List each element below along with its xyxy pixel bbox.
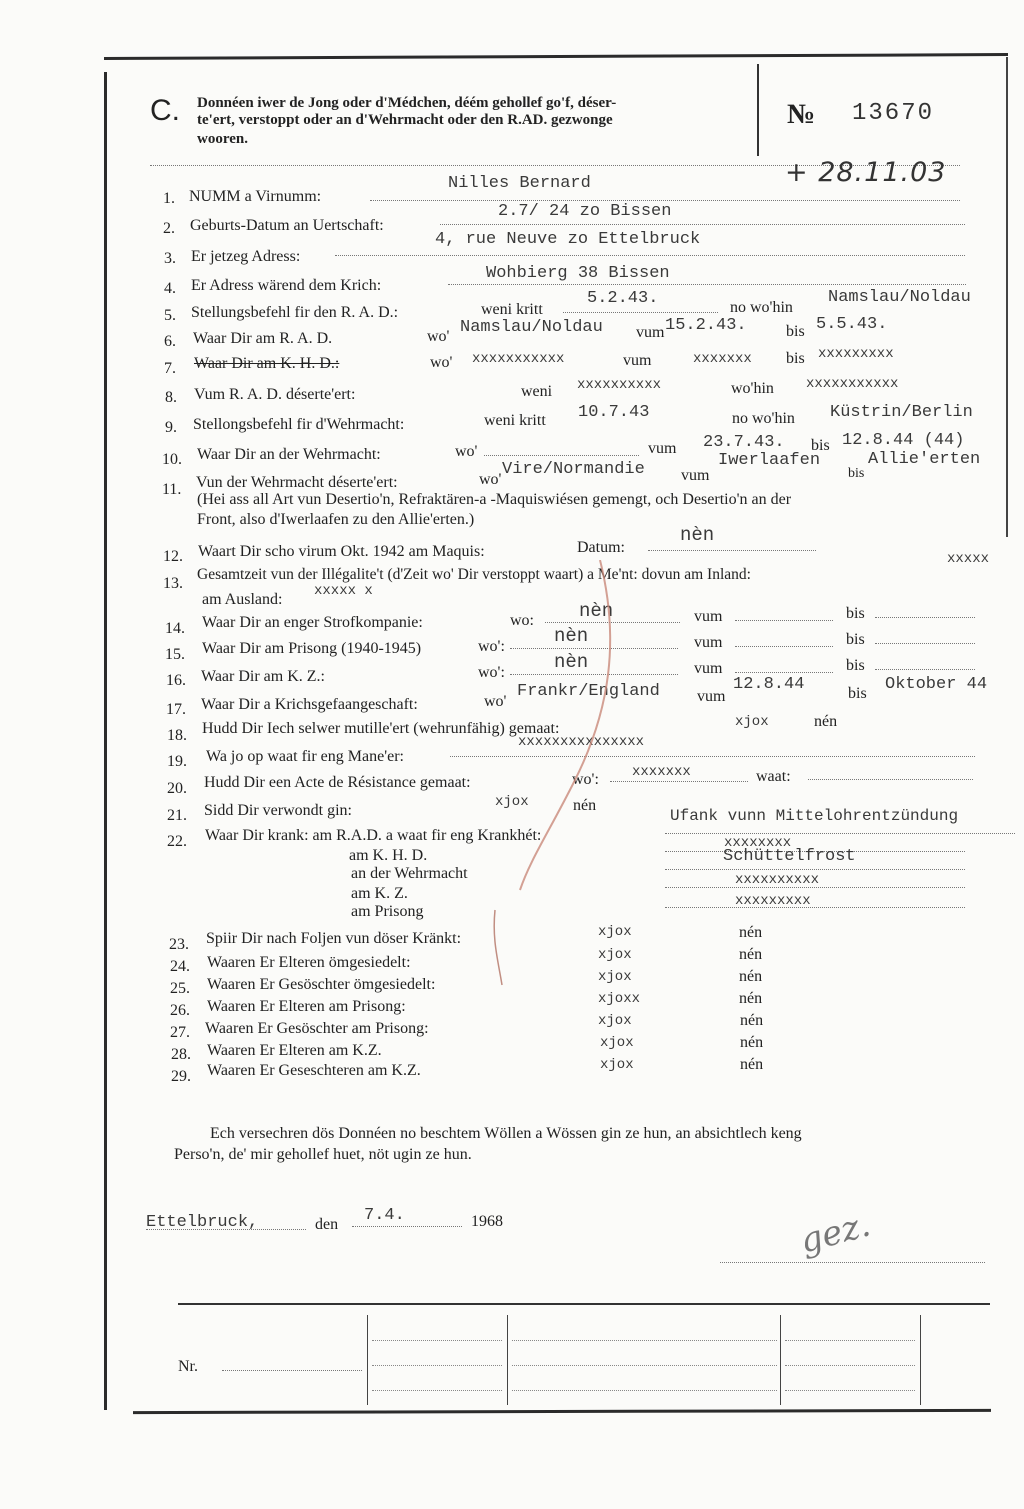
rad-desertion-destination: xxxxxxxxxxx — [806, 376, 899, 392]
resistance-label: Hudd Dir een Acte de Résistance gemaat: — [204, 774, 471, 791]
field-number: 21. — [167, 807, 187, 824]
siblings-kz-label: Waaren Er Geseschteren am K.Z. — [207, 1062, 421, 1079]
illegality-inland: xxxxx — [947, 551, 990, 567]
siblings-resettled-yes: xjox — [598, 969, 632, 985]
field-number: 6. — [164, 333, 176, 350]
illness-kz-line — [665, 887, 965, 888]
illness-kz: xxxxxxxxxx — [735, 872, 820, 888]
field-number: 1. — [163, 190, 175, 207]
vum-label: vum — [648, 440, 677, 457]
field-number: 5. — [164, 307, 176, 324]
form-number: 13670 — [852, 100, 935, 127]
parents-kz-yes: xjox — [600, 1035, 634, 1051]
registry-col-divider — [367, 1315, 368, 1405]
desertion-note-line2: Front, also d'Iwerlaafen zu den Allie'erten.) — [197, 511, 475, 528]
mutilation-yes: xjox — [735, 714, 769, 730]
siblings-kz-yes: xjox — [600, 1057, 634, 1073]
registry-col-divider — [920, 1315, 921, 1405]
wo-label: wo': — [478, 638, 505, 655]
rad-service-place: Namslau/Noldau — [460, 318, 603, 337]
illness-khd-label: am K. H. D. — [349, 847, 428, 864]
kz-label: Waar Dir am K. Z.: — [201, 668, 325, 685]
desertion-to: Allie'erten — [868, 450, 981, 469]
signature: gez. — [796, 1204, 875, 1262]
birth-label: Geburts-Datum an Uertschaft: — [190, 217, 384, 234]
signing-place: Ettelbruck, — [146, 1213, 259, 1232]
signature-line — [720, 1262, 985, 1263]
prison-label: Waar Dir am Prisong (1940-1945) — [202, 640, 422, 657]
siblings-resettled-label: Waaren Er Gesöschter ömgesiedelt: — [207, 976, 436, 993]
header-divider — [757, 64, 759, 156]
wehrmacht-order-label: Stellongsbefehl fir d'Wehrmacht: — [193, 416, 405, 433]
registry-line — [372, 1390, 502, 1391]
declaration-line2: Perso'n, de' mir gehollef huet, nöt ugin ze hun. — [174, 1146, 472, 1163]
illness-rad: Ufank vunn Mittelohrentzündung — [670, 807, 959, 825]
frame-top-border — [104, 53, 1008, 60]
pow-place: Frankr/England — [517, 682, 660, 701]
khd-service-label: Waar Dir am K. H. D.: — [194, 355, 340, 372]
registry-line — [785, 1365, 915, 1366]
registry-box-top — [178, 1303, 990, 1305]
nr-label: Nr. — [178, 1358, 198, 1375]
datum-label: Datum: — [577, 539, 625, 556]
field-number: 16. — [166, 672, 186, 689]
war-address-value: Wohbierg 38 Bissen — [486, 264, 670, 283]
vum-label: vum — [697, 688, 726, 705]
pow-to: Oktober 44 — [885, 675, 988, 694]
illness-prison: xxxxxxxxx — [735, 893, 811, 909]
war-address-line — [448, 284, 966, 285]
wo-label: wo': — [478, 664, 505, 681]
frame-right-border — [1006, 57, 1008, 537]
bis-label: bis — [786, 323, 805, 340]
bis-line — [875, 669, 975, 670]
maquis-date-line — [648, 550, 816, 551]
den-label: den — [315, 1216, 339, 1233]
illness-prison-label: am Prisong — [351, 903, 424, 920]
address-line — [335, 255, 965, 256]
address-label: Er jetzeg Adress: — [191, 248, 301, 265]
registry-line — [372, 1340, 502, 1341]
strafkompanie-value: nèn — [579, 600, 614, 622]
wehrmacht-service-label: Waar Dir an der Wehrmacht: — [197, 446, 381, 463]
frame-bottom-border — [133, 1409, 991, 1414]
field-number: 9. — [165, 419, 177, 436]
field-number: 20. — [167, 780, 187, 797]
wounded-no: nén — [573, 797, 597, 814]
section-letter: C. — [150, 94, 180, 127]
vum-line — [735, 620, 833, 621]
illegality-label: Gesamtzeit vun der Illégalite't (d'Zeit wo' Dir verstoppt waart) a Me'nt: dovun am Inland: — [197, 566, 751, 583]
parents-prison-no: nén — [739, 990, 763, 1007]
vum-label: vum — [681, 467, 710, 484]
wo-label: wo' — [427, 328, 450, 345]
strafkompanie-label: Waar Dir an enger Strofkompanie: — [202, 614, 423, 631]
siblings-prison-yes: xjox — [598, 1013, 632, 1029]
weni-label: weni — [521, 383, 553, 400]
name-label: NUMM a Virnumm: — [189, 188, 322, 205]
rad-service-to: 5.5.43. — [816, 315, 888, 334]
rad-order-date: 5.2.43. — [587, 289, 659, 308]
header-title-line3: wooren. — [197, 131, 248, 147]
war-address-label: Er Adress wärend dem Krich: — [191, 277, 382, 294]
pow-label: Waar Dir a Krichsgefaangeschaft: — [201, 696, 418, 713]
registry-line — [372, 1365, 502, 1366]
field-number: 25. — [170, 980, 190, 997]
wo-label: wo' — [455, 443, 478, 460]
wo-label: wo' — [484, 693, 507, 710]
birth-value: 2.7/ 24 zo Bissen — [498, 202, 672, 221]
desertion-manner: Iwerlaafen — [718, 451, 821, 470]
registry-line — [785, 1390, 915, 1391]
declaration-line1: Ech versechren dös Donnéen no beschtem Wöllen a Wössen gin ze hun, an absichtlech keng — [210, 1125, 802, 1142]
field-number: 2. — [163, 220, 175, 237]
rad-order-date-line — [563, 312, 718, 313]
rad-service-from: 15.2.43. — [665, 316, 747, 335]
field-number: 23. — [169, 936, 189, 953]
khd-to: xxxxxxxxx — [818, 346, 894, 362]
name-line — [370, 200, 960, 201]
handwritten-death-date: + 28.11.03 — [785, 157, 947, 188]
illegality-abroad: xxxxx x — [314, 583, 373, 599]
registry-line — [512, 1340, 777, 1341]
siblings-prison-label: Waaren Er Gesöschter am Prisong: — [205, 1020, 429, 1037]
bis-label: bis — [811, 437, 830, 454]
desertion-note-line1: (Hei ass all Art vun Desertio'n, Refraktären-a -Maquiswiésen gemengt, och Desertio'n an der — [197, 491, 792, 508]
name-value: Nilles Bernard — [448, 174, 591, 193]
registry-line — [785, 1340, 915, 1341]
kz-value: nèn — [554, 651, 589, 673]
field-number: 18. — [167, 727, 187, 744]
header-title-line1: Donnéen iwer de Jong oder d'Médchen, déém gehollef go'f, déser- — [197, 95, 617, 111]
rad-order-destination: Namslau/Noldau — [828, 288, 971, 307]
bis-label: bis — [786, 350, 805, 367]
signing-date: 7.4. — [364, 1206, 405, 1225]
wehrmacht-desertion-label: Vun der Wehrmacht déserte'ert: — [196, 474, 398, 491]
wehrmacht-service-from: 23.7.43. — [703, 433, 785, 452]
bis-label: bis — [846, 657, 865, 674]
field-number: 19. — [167, 753, 187, 770]
aftereffects-label: Spiir Dir nach Foljen vun döser Kränkt: — [206, 930, 462, 947]
illness-khd: xxxxxxxx — [724, 835, 792, 851]
resistance-place: xxxxxxx — [632, 764, 691, 780]
wehrmacht-order-date: 10.7.43 — [578, 403, 650, 422]
vum-label: vum — [694, 608, 723, 625]
wo-label: wo' — [430, 354, 453, 371]
bis-line — [875, 617, 975, 618]
signing-year: 1968 — [471, 1213, 503, 1230]
field-number: 14. — [165, 620, 185, 637]
pow-from: 12.8.44 — [733, 675, 805, 694]
field-number: 15. — [165, 646, 185, 663]
bis-label: bis — [846, 605, 865, 622]
illness-wehrmacht: Schüttelfrost — [723, 847, 856, 866]
parents-kz-no: nén — [740, 1034, 764, 1051]
birth-line — [440, 224, 965, 225]
date-line — [352, 1226, 462, 1227]
wohin-label: no wo'hin — [730, 299, 793, 316]
illness-wehrmacht-label: an der Wehrmacht — [351, 865, 468, 882]
registry-line — [512, 1390, 777, 1391]
siblings-resettled-no: nén — [739, 968, 763, 985]
field-number: 22. — [167, 833, 187, 850]
field-number: 29. — [171, 1068, 191, 1085]
red-pencil-mark — [480, 560, 640, 990]
registry-col-divider — [780, 1315, 781, 1405]
registry-col-divider — [507, 1315, 508, 1405]
parents-resettled-label: Waaren Er Elteren ömgesiedelt: — [207, 954, 411, 971]
prison-value: nèn — [554, 625, 589, 647]
wo-label: wo': — [572, 771, 599, 788]
mutilation-no: nén — [814, 713, 838, 730]
bis-line — [875, 643, 975, 644]
wohin-label: no wo'hin — [732, 410, 795, 427]
desertion-place: Vire/Normandie — [502, 460, 645, 479]
parents-resettled-yes: xjox — [598, 947, 632, 963]
field-number: 13. — [163, 575, 183, 592]
number-sign: № — [787, 99, 816, 130]
maquis-label: Waart Dir scho virum Okt. 1942 am Maquis: — [198, 543, 485, 560]
field-number: 17. — [166, 701, 186, 718]
vum-label: vum — [694, 660, 723, 677]
rad-order-label: Stellungsbefehl fir den R. A. D.: — [191, 304, 399, 321]
registry-line — [512, 1365, 777, 1366]
mutilation-label: Hudd Dir Iech selwer mutille'ert (wehrunfähig) gemaat: — [202, 720, 560, 737]
header-title-line2: te'ert, verstoppt oder an d'Wehrmacht oder den R.AD. gezwonge — [197, 112, 613, 128]
rad-service-label: Waar Dir am R. A. D. — [193, 330, 333, 347]
aftereffects-no: nén — [739, 924, 763, 941]
rad-desertion-date: xxxxxxxxxx — [577, 377, 662, 393]
illness-label: Waar Dir krank: am R.A.D. a waat fir eng Krankhét: — [205, 827, 542, 844]
bis-label: bis — [848, 466, 865, 481]
vum-line — [735, 672, 833, 673]
illness-prison-line — [665, 907, 965, 908]
ausland-label: am Ausland: — [202, 591, 283, 608]
weni-label: weni kritt — [484, 412, 546, 429]
field-number: 7. — [164, 360, 176, 377]
field-number: 11. — [162, 481, 182, 498]
waat-label: waat: — [756, 768, 791, 785]
manner-value: xxxxxxxxxxxxxxx — [518, 734, 645, 750]
parents-resettled-no: nén — [739, 946, 763, 963]
khd-from: xxxxxxx — [693, 351, 752, 367]
bis-label: bis — [846, 631, 865, 648]
field-number: 4. — [164, 280, 176, 297]
aftereffects-yes: xjox — [598, 924, 632, 940]
siblings-prison-no: nén — [740, 1012, 764, 1029]
vum-line — [735, 646, 833, 647]
wehrmacht-service-to: 12.8.44 (44) — [842, 431, 965, 450]
parents-prison-yes: xjoxx — [598, 991, 641, 1007]
wo-label: wo' — [479, 471, 502, 488]
maquis-value: nèn — [680, 524, 715, 546]
frame-left-border — [104, 72, 107, 1410]
nr-line — [222, 1370, 362, 1371]
field-number: 26. — [170, 1002, 190, 1019]
place-line — [146, 1229, 306, 1230]
khd-place: xxxxxxxxxxx — [472, 351, 565, 367]
vum-label: vum — [694, 634, 723, 651]
bis-label: bis — [848, 685, 867, 702]
parents-prison-label: Waaren Er Elteren am Prisong: — [207, 998, 406, 1015]
vum-label: vum — [636, 324, 665, 341]
field-number: 28. — [171, 1046, 191, 1063]
field-number: 27. — [170, 1024, 190, 1041]
illness-kz-label: am K. Z. — [351, 885, 408, 902]
field-number: 8. — [165, 389, 177, 406]
wehrmacht-order-destination: Küstrin/Berlin — [830, 403, 973, 422]
field-number: 12. — [163, 548, 183, 565]
parents-kz-label: Waaren Er Elteren am K.Z. — [207, 1042, 382, 1059]
illness-rad-line — [665, 833, 1015, 834]
illness-wehrmacht-line — [665, 869, 965, 870]
siblings-kz-no: nén — [740, 1056, 764, 1073]
wohin-label: wo'hin — [731, 380, 774, 397]
manner-label: Wa jo op waat fir eng Mane'er: — [206, 748, 404, 765]
address-value: 4, rue Neuve zo Ettelbruck — [435, 230, 701, 249]
field-number: 24. — [170, 958, 190, 975]
field-number: 3. — [164, 250, 176, 267]
wehrmacht-place-line — [484, 455, 639, 456]
wo-label: wo: — [510, 612, 534, 629]
wounded-yes: xjox — [495, 794, 529, 810]
rad-desertion-label: Vum R. A. D. déserte'ert: — [194, 386, 356, 403]
vum-label: vum — [623, 352, 652, 369]
resistance-what-line — [808, 779, 973, 780]
weni-label: weni kritt — [481, 301, 543, 318]
wounded-label: Sidd Dir verwondt gin: — [204, 802, 352, 819]
field-number: 10. — [162, 451, 182, 468]
